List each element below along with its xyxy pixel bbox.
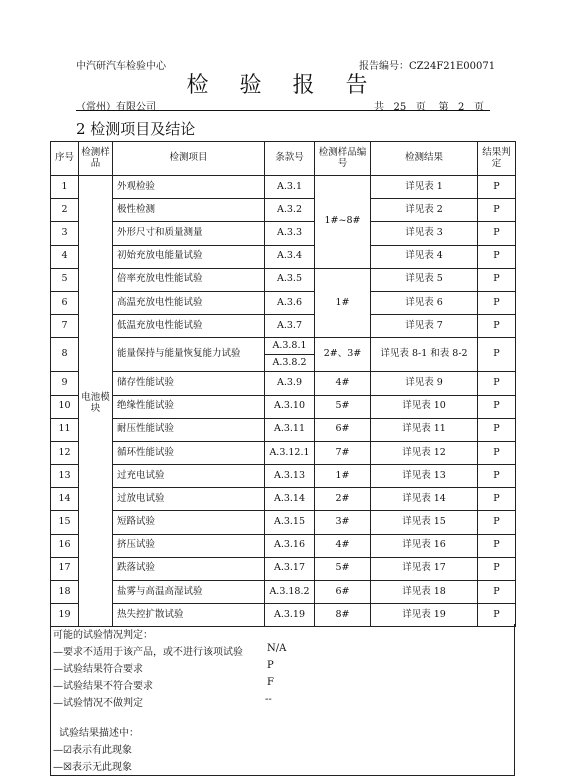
row-clause: A.3.3 xyxy=(265,222,315,245)
table-row xyxy=(51,395,516,418)
row-result: 详见表 10 xyxy=(371,395,478,418)
row-clause: A.3.15 xyxy=(265,511,315,534)
table-row xyxy=(51,581,516,604)
header-no: 序号 xyxy=(51,142,79,176)
header-sample: 检测样品 xyxy=(79,142,113,176)
row-sample-no: 7# xyxy=(315,441,371,464)
row-no: 4 xyxy=(51,245,79,268)
row-no: 12 xyxy=(51,441,79,464)
row-result: 详见表 15 xyxy=(371,511,478,534)
row-clause-2: A.3.8.2 xyxy=(265,355,315,372)
row-no: 13 xyxy=(51,465,79,488)
row-item: 低温充放电性能试验 xyxy=(113,315,265,338)
row-item: 能量保持与能量恢复能力试验 xyxy=(113,338,265,372)
sample-group: 电池模块 xyxy=(79,176,113,627)
merged-sample-no-1-4: 1#~8# xyxy=(315,176,371,269)
row-sample-no: 5# xyxy=(315,557,371,580)
report-number-label: 报告编号： xyxy=(359,61,409,72)
table-row xyxy=(51,418,516,441)
row-no: 17 xyxy=(51,557,79,580)
row-result: 详见表 4 xyxy=(371,245,478,268)
row-item: 耐压性能试验 xyxy=(113,418,265,441)
table-row xyxy=(51,488,516,511)
row-result: 详见表 13 xyxy=(371,465,478,488)
row-clause: A.3.2 xyxy=(265,199,315,222)
row-result: 详见表 19 xyxy=(371,604,478,627)
table-row xyxy=(51,176,516,199)
table-row xyxy=(51,511,516,534)
na-label: —要求不适用于该产品，或不进行该项试验 xyxy=(53,647,243,658)
table-row xyxy=(51,291,516,314)
row-sample-no: 4# xyxy=(315,534,371,557)
table-row xyxy=(51,268,516,291)
possible-title: 可能的试验情况判定： xyxy=(53,630,153,641)
row-item: 倍率充放电性能试验 xyxy=(113,268,265,291)
header-rule xyxy=(76,110,490,111)
table-row xyxy=(51,534,516,557)
row-item: 外观检验 xyxy=(113,176,265,199)
row-no: 6 xyxy=(51,291,79,314)
table-row xyxy=(51,372,516,395)
row-verdict: P xyxy=(478,604,516,627)
row-item: 盐雾与高温高湿试验 xyxy=(113,581,265,604)
row-no: 18 xyxy=(51,581,79,604)
row-no: 3 xyxy=(51,222,79,245)
row-result: 详见表 9 xyxy=(371,372,478,395)
row-item: 初始充放电能量试验 xyxy=(113,245,265,268)
row-verdict: P xyxy=(478,222,516,245)
row-clause: A.3.7 xyxy=(265,315,315,338)
row-verdict: P xyxy=(478,199,516,222)
row-item: 绝缘性能试验 xyxy=(113,395,265,418)
row-verdict: P xyxy=(478,268,516,291)
table-row xyxy=(51,222,516,245)
row-sample-no: 1# xyxy=(315,465,371,488)
table-header-row xyxy=(51,142,516,176)
row-clause: A.3.8.1 xyxy=(265,338,315,355)
row-result: 详见表 7 xyxy=(371,315,478,338)
row-verdict: P xyxy=(478,176,516,199)
row-verdict: P xyxy=(478,581,516,604)
row-no: 16 xyxy=(51,534,79,557)
row-no: 1 xyxy=(51,176,79,199)
row-clause: A.3.17 xyxy=(265,557,315,580)
row-item: 过充电试验 xyxy=(113,465,265,488)
row-verdict: P xyxy=(478,534,516,557)
fail-label: —试验结果不符合要求 xyxy=(53,681,153,692)
header-clause: 条款号 xyxy=(265,142,315,176)
row-result: 详见表 16 xyxy=(371,534,478,557)
row-item: 过放电试验 xyxy=(113,488,265,511)
row-item: 外形尺寸和质量测量 xyxy=(113,222,265,245)
table-row xyxy=(51,245,516,268)
row-item: 高温充放电性能试验 xyxy=(113,291,265,314)
org-name: 中汽研汽车检验中心 xyxy=(76,61,166,72)
row-no: 19 xyxy=(51,604,79,627)
pass-label: —试验结果符合要求 xyxy=(53,664,143,675)
table-row xyxy=(51,441,516,464)
row-clause: A.3.18.2 xyxy=(265,581,315,604)
row-item: 热失控扩散试验 xyxy=(113,604,265,627)
table-row xyxy=(51,199,516,222)
not-label: —☒表示无此现象 xyxy=(53,762,132,773)
row-verdict: P xyxy=(478,315,516,338)
row-no: 15 xyxy=(51,511,79,534)
row-clause: A.3.4 xyxy=(265,245,315,268)
row-clause: A.3.12.1 xyxy=(265,441,315,464)
row-verdict: P xyxy=(478,395,516,418)
header-sample-no: 检测样品编号 xyxy=(315,142,371,176)
row-clause: A.3.16 xyxy=(265,534,315,557)
row-clause: A.3.13 xyxy=(265,465,315,488)
row-sample-no: 6# xyxy=(315,581,371,604)
test-items-table xyxy=(50,141,516,627)
row-result: 详见表 6 xyxy=(371,291,478,314)
row-verdict: P xyxy=(478,418,516,441)
row-result: 详见表 14 xyxy=(371,488,478,511)
row-no: 7 xyxy=(51,315,79,338)
row-clause: A.3.14 xyxy=(265,488,315,511)
na-value: N/A xyxy=(267,643,287,654)
has-label: —☑表示有此现象 xyxy=(53,745,132,756)
row-sample-no: 8# xyxy=(315,604,371,627)
section-title: 2 检测项目及结论 xyxy=(76,120,196,138)
row-verdict: P xyxy=(478,372,516,395)
row-verdict: P xyxy=(478,245,516,268)
row-clause: A.3.6 xyxy=(265,291,315,314)
row-no: 9 xyxy=(51,372,79,395)
row-sample-no: 2# xyxy=(315,488,371,511)
row-result: 详见表 11 xyxy=(371,418,478,441)
table-row xyxy=(51,315,516,338)
header-verdict: 结果判定 xyxy=(478,142,516,176)
header-item: 检测项目 xyxy=(113,142,265,176)
row-sample-no: 2#、3# xyxy=(315,338,371,372)
row-sample-no: 3# xyxy=(315,511,371,534)
table-row xyxy=(51,557,516,580)
row-result: 详见表 8-1 和表 8-2 xyxy=(371,338,478,372)
table-row xyxy=(51,338,516,355)
row-result: 详见表 2 xyxy=(371,199,478,222)
pass-value: P xyxy=(267,660,274,671)
row-no: 10 xyxy=(51,395,79,418)
row-no: 2 xyxy=(51,199,79,222)
row-result: 详见表 1 xyxy=(371,176,478,199)
row-sample-no: 4# xyxy=(315,372,371,395)
row-result: 详见表 3 xyxy=(371,222,478,245)
fail-value: F xyxy=(267,677,274,688)
row-no: 14 xyxy=(51,488,79,511)
row-item: 短路试验 xyxy=(113,511,265,534)
row-item: 挤压试验 xyxy=(113,534,265,557)
row-item: 储存性能试验 xyxy=(113,372,265,395)
desc-title: 试验结果描述中： xyxy=(59,728,139,739)
row-clause: A.3.11 xyxy=(265,418,315,441)
row-verdict: P xyxy=(478,441,516,464)
row-item: 循环性能试验 xyxy=(113,441,265,464)
table-row xyxy=(51,465,516,488)
row-verdict: P xyxy=(478,511,516,534)
report-title: 检 验 报 告 xyxy=(186,73,380,98)
page-indicator: 共 25 页 第 2 页 xyxy=(374,102,484,113)
row-clause: A.3.5 xyxy=(265,268,315,291)
legend-box xyxy=(50,624,515,776)
row-sample-no: 5# xyxy=(315,395,371,418)
row-verdict: P xyxy=(478,557,516,580)
report-number-value: CZ24F21E00071 xyxy=(409,61,496,72)
row-item: 极性检测 xyxy=(113,199,265,222)
row-no: 5 xyxy=(51,268,79,291)
row-verdict: P xyxy=(478,465,516,488)
row-result: 详见表 5 xyxy=(371,268,478,291)
row-sample-no: 6# xyxy=(315,418,371,441)
row-no: 11 xyxy=(51,418,79,441)
merged-sample-no-5-7: 1# xyxy=(315,268,371,338)
row-clause: A.3.19 xyxy=(265,604,315,627)
row-verdict: P xyxy=(478,291,516,314)
row-item: 跌落试验 xyxy=(113,557,265,580)
company-name: （常州）有限公司 xyxy=(76,102,156,113)
row-result: 详见表 17 xyxy=(371,557,478,580)
row-clause: A.3.9 xyxy=(265,372,315,395)
row-no: 8 xyxy=(51,338,79,372)
none-label: —试验情况不做判定 xyxy=(53,698,143,709)
row-result: 详见表 18 xyxy=(371,581,478,604)
row-verdict: P xyxy=(478,488,516,511)
row-clause: A.3.1 xyxy=(265,176,315,199)
header-result: 检测结果 xyxy=(371,142,478,176)
row-verdict: P xyxy=(478,338,516,372)
none-value: -- xyxy=(265,694,272,705)
row-result: 详见表 12 xyxy=(371,441,478,464)
row-clause: A.3.10 xyxy=(265,395,315,418)
